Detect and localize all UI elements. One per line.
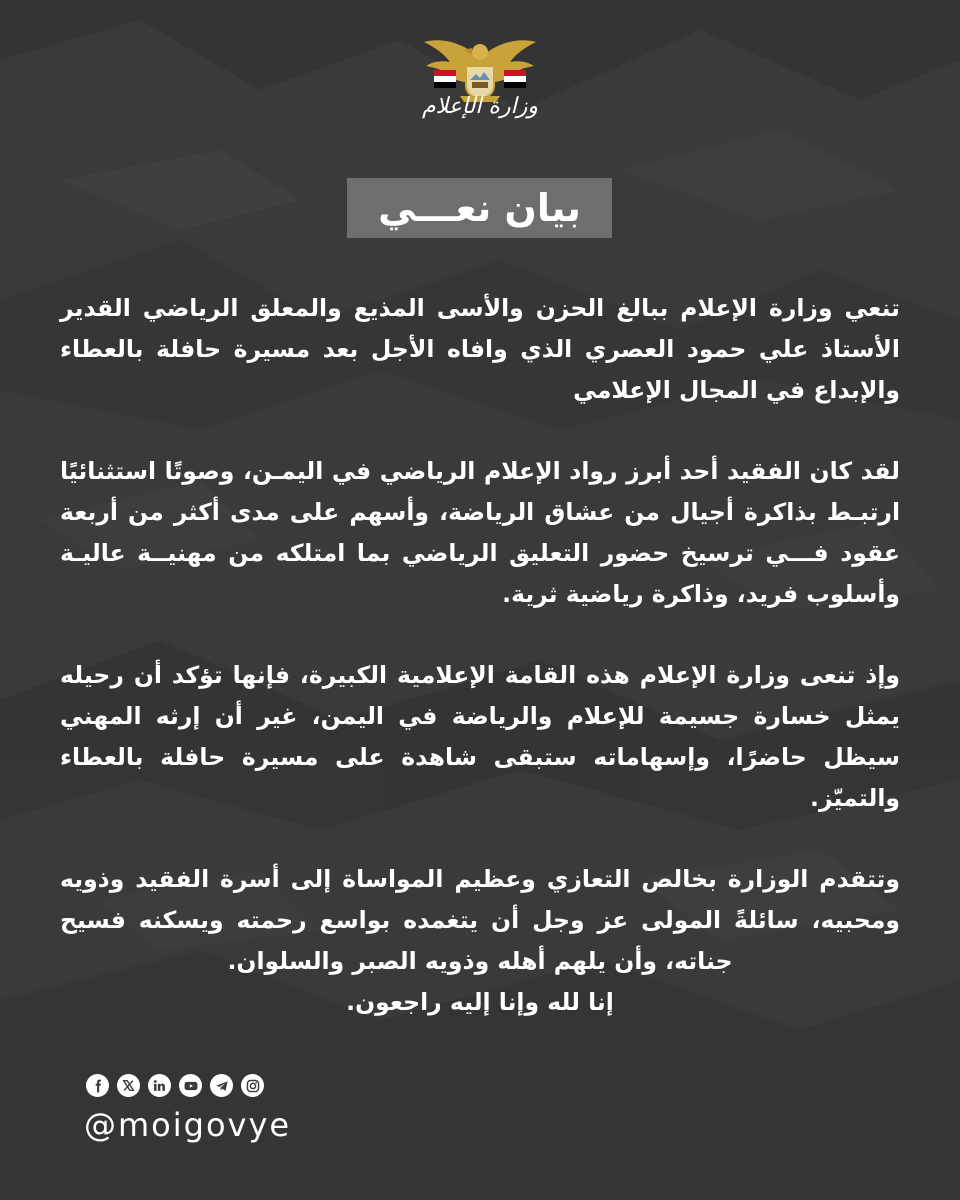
telegram-icon[interactable]: [210, 1074, 233, 1097]
ministry-logo-text: وزارة الإعلام: [422, 94, 538, 119]
facebook-icon[interactable]: [86, 1074, 109, 1097]
paragraph-loss: وإذ تنعى وزارة الإعلام هذه القامة الإعلامية الكبيرة، فإنها تؤكد أن رحيله يمثل خسارة جسيمة للإعلام والرياضة في اليمن، غير أن إرثه المهني سيظل حاضرًا، وإسهاماته ستبقى شاهدة على مسيرة حافلة بالعطاء والتميّز.: [60, 661, 900, 812]
condolences-text: وتتقدم الوزارة بخالص التعازي وعظيم المواساة إلى أسرة الفقيد وذويه ومحبيه، سائلةً المولى عز وجل أن يتغمده بواسع رحمته ويسكنه فسيح جناته، وأن يلهم أهله وذويه الصبر والسلوان.: [60, 865, 900, 975]
title-banner: [347, 178, 612, 238]
social-icons-row: [86, 1074, 264, 1097]
paragraph-condolences: [60, 859, 900, 1023]
paragraph-intro: تنعي وزارة الإعلام ببالغ الحزن والأسى المذيع والمعلق الرياضي القدير الأستاذ علي حمود العصري الذي وافاه الأجل بعد مسيرة حافلة بالعطاء والإبداع في المجال الإعلامي: [60, 294, 900, 404]
ministry-emblem-logo: [420, 30, 540, 140]
closing-prayer: إنا لله وإنا إليه راجعون.: [346, 988, 614, 1016]
linkedin-icon[interactable]: [148, 1074, 171, 1097]
statement-body: [60, 288, 900, 1063]
page-title: بيان نعـــي: [378, 186, 581, 230]
instagram-icon[interactable]: [241, 1074, 264, 1097]
x-icon[interactable]: [117, 1074, 140, 1097]
paragraph-career: لقد كان الفقيد أحد أبرز رواد الإعلام الرياضي في اليمـن، وصوتًا استثنائيًا ارتبـط بذاكرة أجيال من عشاق الرياضة، وأسهم على مدى أكثر من أربعة عقود فـــي ترسيخ حضور التعليق الرياضي بما امتلكه من مهنيــة عاليـة وأسلوب فريد، وذاكرة رياضية ثرية.: [60, 457, 900, 608]
youtube-icon[interactable]: [179, 1074, 202, 1097]
social-handle[interactable]: @moigovye: [84, 1106, 292, 1144]
